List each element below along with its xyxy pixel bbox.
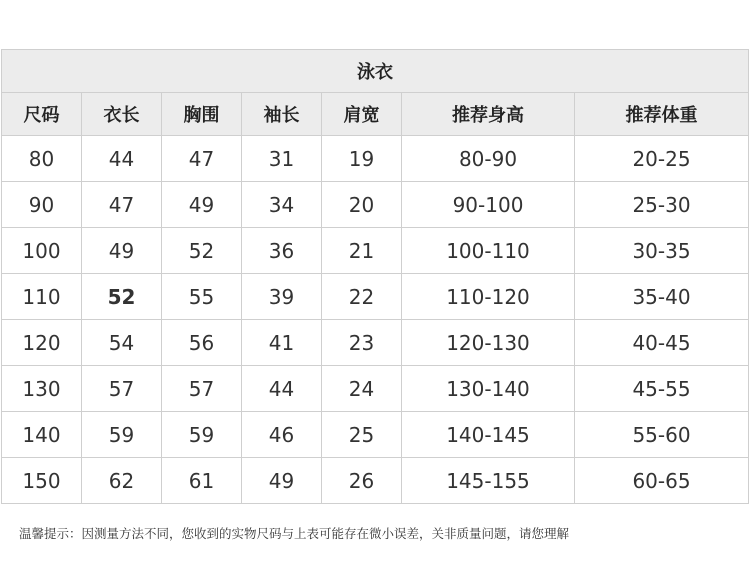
table-cell: 90 bbox=[2, 182, 82, 228]
table-row bbox=[2, 366, 749, 412]
table-cell: 47 bbox=[162, 136, 242, 182]
table-cell: 100-110 bbox=[402, 228, 575, 274]
table-cell: 20 bbox=[322, 182, 402, 228]
table-row bbox=[2, 458, 749, 504]
table-title: 泳衣 bbox=[2, 50, 749, 93]
table-cell: 19 bbox=[322, 136, 402, 182]
table-row bbox=[2, 182, 749, 228]
table-cell: 130-140 bbox=[402, 366, 575, 412]
table-cell: 145-155 bbox=[402, 458, 575, 504]
table-cell: 30-35 bbox=[575, 228, 749, 274]
table-cell: 40-45 bbox=[575, 320, 749, 366]
table-cell: 45-55 bbox=[575, 366, 749, 412]
table-row bbox=[2, 228, 749, 274]
header-weight: 推荐体重 bbox=[575, 93, 749, 136]
table-cell: 140-145 bbox=[402, 412, 575, 458]
table-cell: 35-40 bbox=[575, 274, 749, 320]
table-cell: 49 bbox=[162, 182, 242, 228]
table-cell: 52 bbox=[162, 228, 242, 274]
table-cell: 80 bbox=[2, 136, 82, 182]
header-shoulder: 肩宽 bbox=[322, 93, 402, 136]
table-cell: 49 bbox=[242, 458, 322, 504]
table-row bbox=[2, 136, 749, 182]
table-cell: 140 bbox=[2, 412, 82, 458]
table-cell: 46 bbox=[242, 412, 322, 458]
table-cell: 130 bbox=[2, 366, 82, 412]
table-cell: 55 bbox=[162, 274, 242, 320]
table-cell: 59 bbox=[82, 412, 162, 458]
header-sleeve: 袖长 bbox=[242, 93, 322, 136]
table-cell: 52 bbox=[82, 274, 162, 320]
header-height: 推荐身高 bbox=[402, 93, 575, 136]
table-cell: 56 bbox=[162, 320, 242, 366]
table-cell: 21 bbox=[322, 228, 402, 274]
table-cell: 100 bbox=[2, 228, 82, 274]
table-row bbox=[2, 412, 749, 458]
table-cell: 47 bbox=[82, 182, 162, 228]
table-cell: 120 bbox=[2, 320, 82, 366]
table-cell: 34 bbox=[242, 182, 322, 228]
table-cell: 110-120 bbox=[402, 274, 575, 320]
table-cell: 20-25 bbox=[575, 136, 749, 182]
footnote: 温馨提示：因测量方法不同，您收到的实物尺码与上表可能存在微小误差，关非质量问题，请您理解 bbox=[19, 526, 570, 541]
table-cell: 41 bbox=[242, 320, 322, 366]
table-cell: 57 bbox=[162, 366, 242, 412]
table-cell: 44 bbox=[82, 136, 162, 182]
table-row bbox=[2, 320, 749, 366]
table-cell: 22 bbox=[322, 274, 402, 320]
header-length: 衣长 bbox=[82, 93, 162, 136]
table-cell: 44 bbox=[242, 366, 322, 412]
size-chart-table bbox=[1, 49, 749, 504]
table-cell: 26 bbox=[322, 458, 402, 504]
table-cell: 49 bbox=[82, 228, 162, 274]
table-cell: 24 bbox=[322, 366, 402, 412]
table-cell: 80-90 bbox=[402, 136, 575, 182]
table-cell: 25 bbox=[322, 412, 402, 458]
table-cell: 55-60 bbox=[575, 412, 749, 458]
table-header-row bbox=[2, 93, 749, 136]
table-cell: 90-100 bbox=[402, 182, 575, 228]
table-body bbox=[2, 136, 749, 504]
table-cell: 62 bbox=[82, 458, 162, 504]
table-cell: 59 bbox=[162, 412, 242, 458]
table-row bbox=[2, 274, 749, 320]
table-cell: 25-30 bbox=[575, 182, 749, 228]
table-title-row bbox=[2, 50, 749, 93]
table-cell: 31 bbox=[242, 136, 322, 182]
table-cell: 60-65 bbox=[575, 458, 749, 504]
table-cell: 61 bbox=[162, 458, 242, 504]
table-cell: 57 bbox=[82, 366, 162, 412]
table-cell: 39 bbox=[242, 274, 322, 320]
table-cell: 110 bbox=[2, 274, 82, 320]
table-cell: 23 bbox=[322, 320, 402, 366]
table-cell: 54 bbox=[82, 320, 162, 366]
table-cell: 150 bbox=[2, 458, 82, 504]
table-cell: 36 bbox=[242, 228, 322, 274]
header-chest: 胸围 bbox=[162, 93, 242, 136]
header-size: 尺码 bbox=[2, 93, 82, 136]
table-cell: 120-130 bbox=[402, 320, 575, 366]
